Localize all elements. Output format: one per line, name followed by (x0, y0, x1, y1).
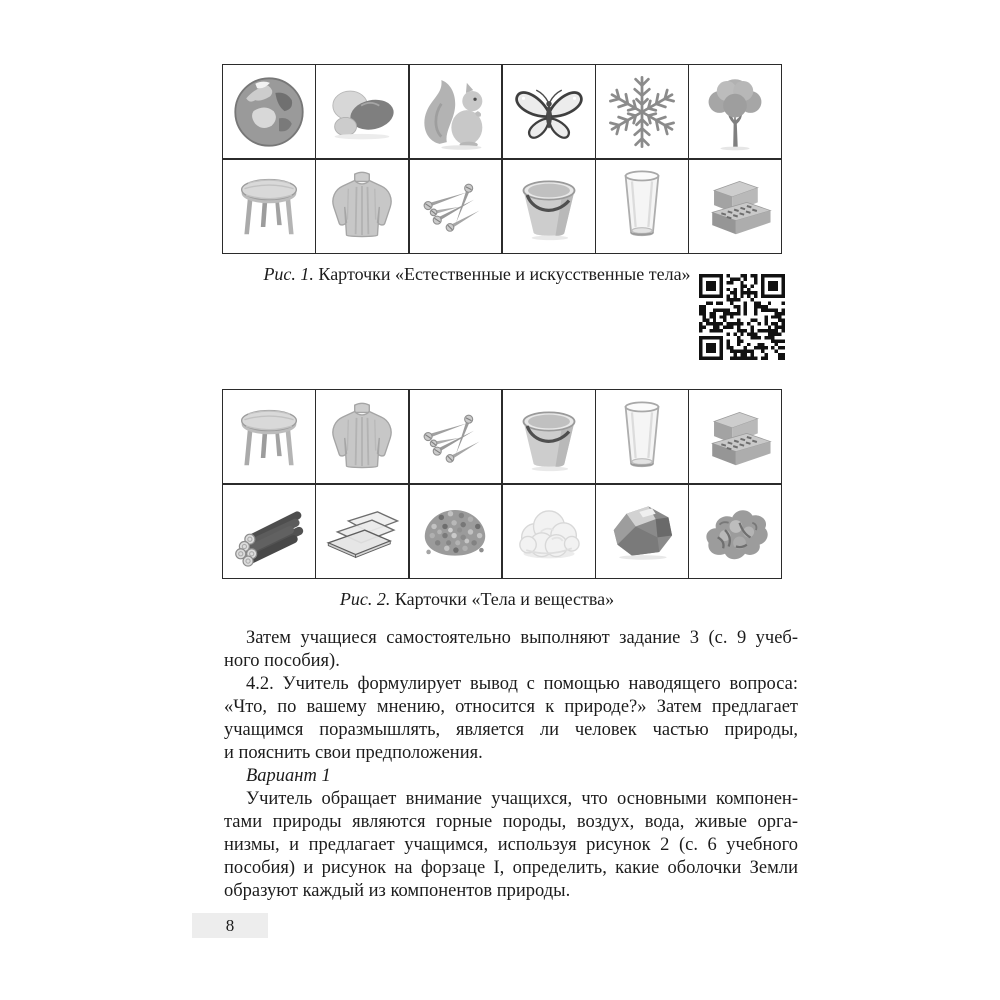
wool-icon (508, 490, 590, 572)
card-bricks (689, 390, 781, 483)
card-sweater (316, 160, 408, 253)
bricks-icon (694, 165, 776, 247)
sweater-icon (321, 165, 403, 247)
card-stones (316, 65, 408, 158)
logs-icon (228, 490, 310, 572)
card-butterfly (503, 65, 595, 158)
nails-icon (414, 396, 496, 478)
paragraph-line: и пояснить свои предположения. (224, 743, 483, 763)
card-stool (223, 160, 315, 253)
bricks-icon (694, 396, 776, 478)
card-glass-sheets (316, 485, 408, 578)
figure1-caption-label: Рис. 1. (263, 264, 314, 284)
squirrel-icon (414, 71, 496, 153)
figure2-caption-text: Карточки «Тела и вещества» (390, 589, 615, 609)
card-snowflake (596, 65, 688, 158)
glass-sheets-icon (321, 490, 403, 572)
tree-icon (694, 71, 776, 153)
paragraph-line: ного пособия). (224, 651, 340, 671)
bucket-icon (508, 396, 590, 478)
clay-icon (694, 490, 776, 572)
card-granules (410, 485, 502, 578)
card-glass (596, 390, 688, 483)
card-stool (223, 390, 315, 483)
figure2-caption-label: Рис. 2. (339, 589, 391, 609)
paragraph-line: учащимся поразмышлять, является ли человек частью природы, (224, 720, 798, 740)
card-bricks (689, 160, 781, 253)
paragraph-line: пособия) и рисунок на форзаце I, определить, какие оболочки Земли (224, 858, 798, 878)
card-tree (689, 65, 781, 158)
card-clay (689, 485, 781, 578)
figure1-caption-text: Карточки «Естественные и искусственные тела» (313, 264, 691, 284)
snowflake-icon (601, 71, 683, 153)
card-squirrel (410, 65, 502, 158)
card-bucket (503, 390, 595, 483)
page-number: 8 (192, 913, 268, 938)
butterfly-icon (508, 71, 590, 153)
sweater-icon (321, 396, 403, 478)
figure2-caption (197, 588, 757, 610)
paragraph-line: Затем учащиеся самостоятельно выполняют задание 3 (с. 9 учеб- (246, 628, 798, 648)
variant-heading: Вариант 1 (246, 766, 331, 786)
card-sweater (316, 390, 408, 483)
card-nails (410, 160, 502, 253)
stool-icon (228, 396, 310, 478)
paragraph-line: образуют каждый из компонентов природы. (224, 881, 571, 901)
paragraph-line: 4.2. Учитель формулирует вывод с помощью наводящего вопроса: (246, 674, 798, 694)
earth-icon (228, 71, 310, 153)
qr-code (699, 274, 785, 360)
paragraph-line: Учитель обращает внимание учащихся, что основными компонен- (246, 789, 798, 809)
body-text (224, 627, 798, 903)
glass-icon (601, 396, 683, 478)
glass-icon (601, 165, 683, 247)
card-wool (503, 485, 595, 578)
bucket-icon (508, 165, 590, 247)
nails-icon (414, 165, 496, 247)
ore-icon (601, 490, 683, 572)
granules-icon (414, 490, 496, 572)
stones-icon (321, 71, 403, 153)
card-earth (223, 65, 315, 158)
card-logs (223, 485, 315, 578)
figure1-card-table (222, 64, 782, 254)
card-glass (596, 160, 688, 253)
figure2-card-table (222, 389, 782, 579)
figure1-caption (197, 263, 757, 285)
paragraph-line: «Что, по вашему мнению, относится к природе?» Затем предлагает (224, 697, 798, 717)
stool-icon (228, 165, 310, 247)
paragraph-line: тами природы являются горные породы, воздух, вода, живые орга- (224, 812, 798, 832)
card-ore (596, 485, 688, 578)
card-bucket (503, 160, 595, 253)
paragraph-line: низмы, и предлагает учащимся, используя рисунок 2 (с. 6 учебного (224, 835, 798, 855)
card-nails (410, 390, 502, 483)
